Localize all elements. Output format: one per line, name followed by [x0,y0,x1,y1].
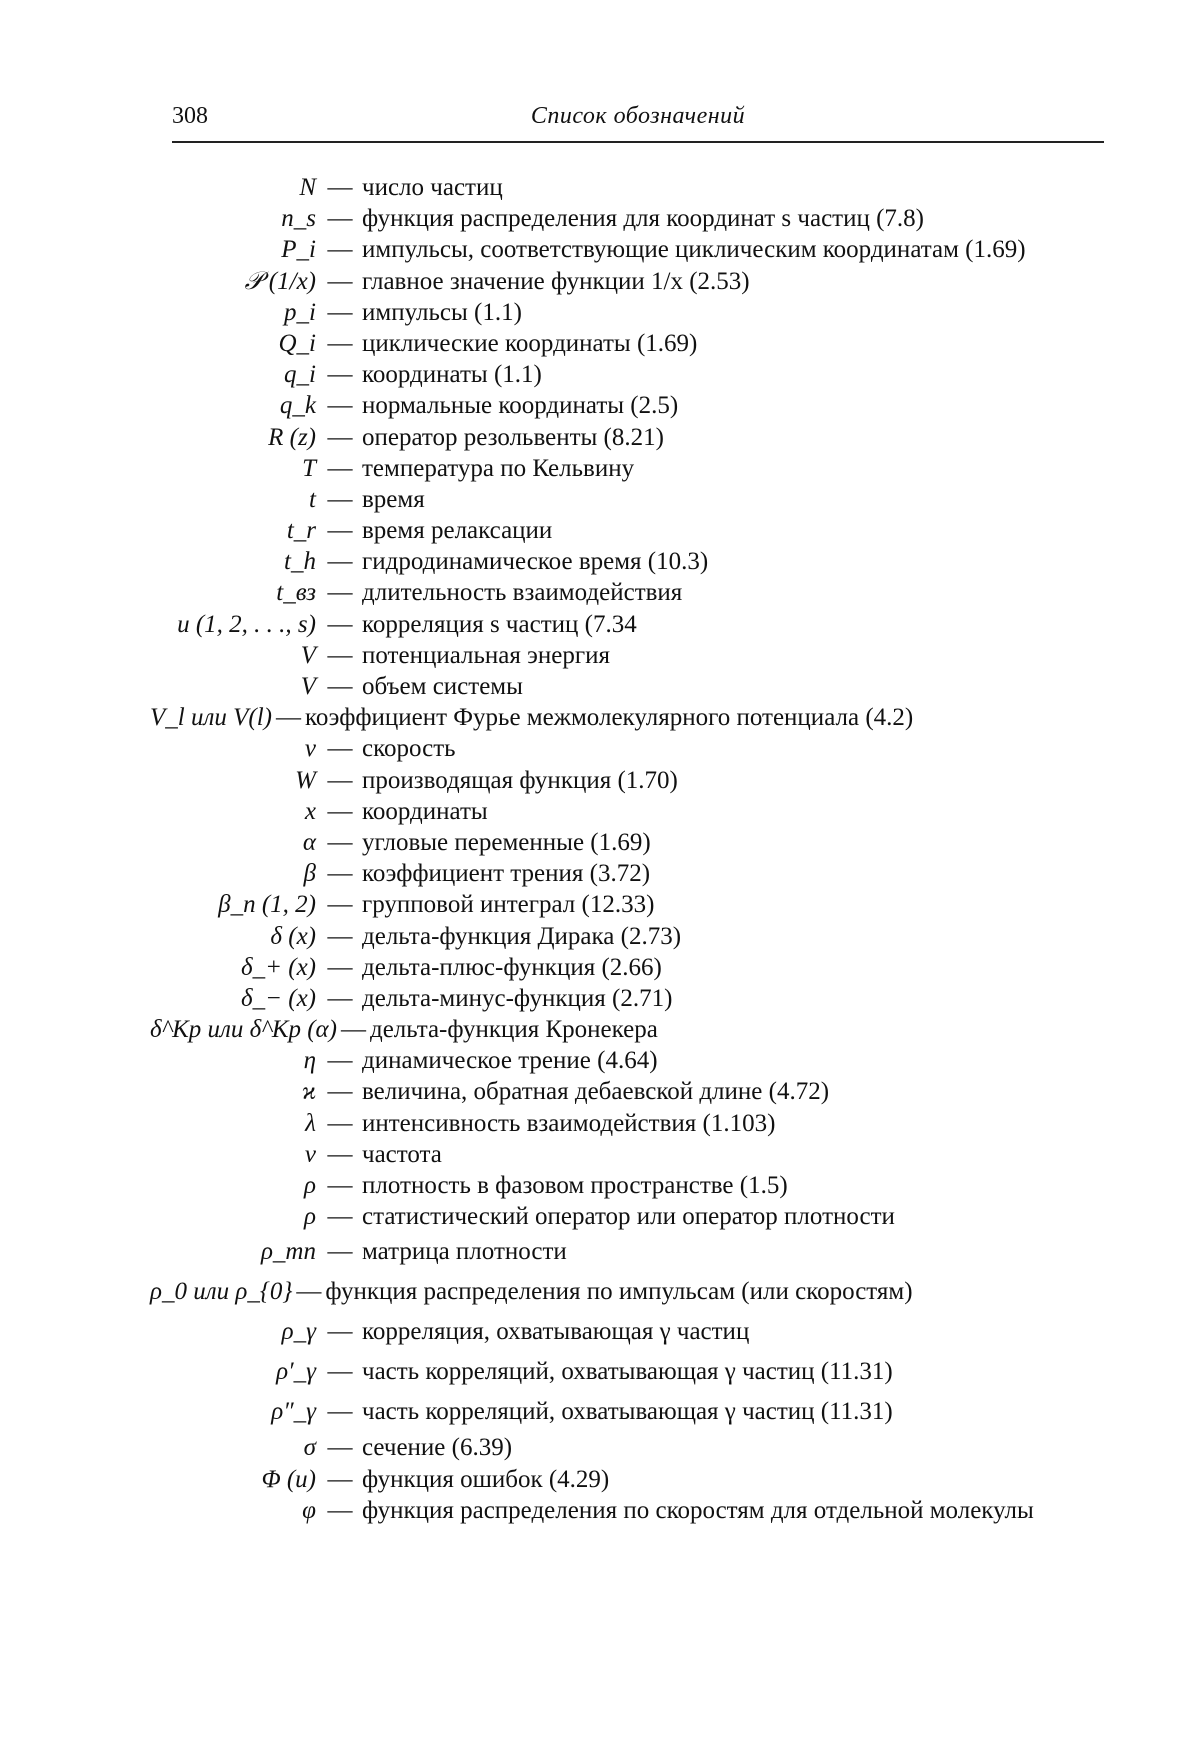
dash: — [327,236,353,264]
description: статистический оператор или оператор плотности [362,1203,895,1231]
dash: — [327,1238,353,1266]
dash: — [276,704,301,732]
list-item [150,390,1110,421]
description: объем системы [362,673,523,700]
list-item [150,546,1110,577]
symbol: N [299,174,316,201]
dash: — [327,579,353,607]
symbol: V [300,673,316,700]
list-item [150,1312,1110,1352]
description: оператор резольвенты (8.21) [362,423,664,451]
dash: — [327,361,353,389]
symbol: β_n (1, 2) [218,891,316,919]
list-item [150,577,1110,608]
description: скорость [362,735,456,763]
list-item [150,172,1110,203]
symbol: q_k [279,392,316,420]
description: циклические координаты (1.69) [362,329,698,357]
list-item [150,1392,1110,1432]
description: корреляция, охватывающая γ частиц [362,1318,750,1346]
symbol: t_r [286,517,316,545]
list-item [150,733,1110,764]
dash: — [327,267,353,295]
symbol: ρ″_γ [271,1398,316,1426]
description: интенсивность взаимодействия (1.103) [362,1109,776,1137]
symbol: n_s [281,205,316,233]
description: коэффициент Фурье межмолекулярного потенциала (4.2) [305,704,914,732]
symbol: δ (x) [270,922,316,950]
page-number: 308 [172,103,208,129]
description: сечение (6.39) [362,1434,513,1462]
dash: — [327,1496,353,1524]
symbol: δ^Кр или δ^Кр (α) [150,1016,337,1044]
description: функция распределения по импульсам (или скоростям) [325,1278,913,1306]
dash: — [327,1358,353,1386]
symbol: 𝒫 (1/x) [244,267,316,295]
dash: — [327,860,353,888]
symbol: ρ [304,1203,316,1231]
dash: — [327,174,353,201]
dash: — [327,828,353,856]
dash: — [327,922,353,950]
dash: — [340,1016,366,1044]
list-item [150,1352,1110,1392]
dash: — [327,1434,353,1462]
symbol: η [303,1047,316,1075]
description: функция распределения по скоростям для отдельной молекулы [362,1496,1034,1524]
list-item [150,1272,1110,1312]
symbol: ρ′_γ [276,1358,316,1386]
list-item [150,1076,1110,1107]
description: время релаксации [362,517,553,545]
symbol: ϰ [301,1078,316,1106]
description: длительность взаимодействия [362,579,683,607]
symbol: t [309,485,316,513]
description: дельта-функция Дирака (2.73) [362,922,682,950]
list-item [150,1014,1110,1045]
dash: — [327,1398,353,1426]
dash: — [327,891,353,919]
list-item [150,234,1110,265]
list-item [150,1170,1110,1201]
description: импульсы (1.1) [362,298,522,326]
description: время [362,485,425,513]
symbol: ν [304,1140,316,1168]
dash: — [327,517,353,545]
description: плотность в фазовом пространстве (1.5) [362,1172,788,1199]
list-item [150,702,1110,733]
list-item [150,952,1110,983]
dash: — [327,392,353,420]
dash: — [327,1140,353,1168]
dash: — [327,205,353,233]
list-item [150,1464,1110,1495]
symbol: ρ [304,1172,316,1199]
description: дельта-функция Кронекера [369,1016,658,1044]
dash: — [327,984,353,1012]
list-item [150,1139,1110,1170]
description: дельта-минус-функция (2.71) [362,984,673,1012]
dash: — [327,735,353,763]
dash: — [327,1172,353,1199]
list-item [150,203,1110,234]
description: функция ошибок (4.29) [362,1465,610,1493]
dash: — [327,1109,353,1137]
dash: — [327,953,353,981]
dash: — [327,548,353,576]
description: число частиц [362,174,503,201]
dash: — [327,766,353,794]
dash: — [327,797,353,825]
dash: — [327,1203,353,1231]
description: матрица плотности [362,1238,567,1266]
list-item [150,983,1110,1014]
symbol: x [304,797,316,825]
dash: — [327,298,353,326]
symbol: v [304,735,316,763]
symbol: W [295,766,316,794]
symbol: u (1, 2, . . ., s) [177,610,316,638]
symbol: φ [302,1496,316,1524]
dash: — [327,673,353,700]
description: частота [362,1140,442,1168]
list-item [150,671,1110,702]
list-item [150,889,1110,920]
list-item [150,1045,1110,1076]
dash: — [327,1465,353,1493]
list-item [150,328,1110,359]
list-item [150,484,1110,515]
symbol: T [302,454,316,482]
description: динамическое трение (4.64) [362,1047,658,1075]
description: нормальные координаты (2.5) [362,392,679,420]
list-item [150,515,1110,546]
list-item [150,266,1110,297]
description: температура по Кельвину [362,454,635,482]
symbol: β [303,860,316,888]
description: потенциальная энергия [362,641,610,669]
symbol: t_h [284,548,316,576]
symbol: ρ_γ [281,1318,316,1346]
symbol: q_i [284,361,316,389]
list-item [150,921,1110,952]
description: часть корреляций, охватывающая γ частиц (11.31) [362,1398,893,1426]
description: дельта-плюс-функция (2.66) [362,953,662,981]
description: корреляция s частиц (7.34 [362,610,637,638]
symbol: V [300,641,316,669]
description: коэффициент трения (3.72) [362,860,651,888]
list-item [150,1232,1110,1272]
symbol: Q_i [278,329,316,357]
symbol: δ_− (x) [241,984,316,1012]
dash: — [327,1047,353,1075]
symbol: p_i [284,298,316,326]
description: координаты (1.1) [362,361,542,389]
symbol: λ [305,1109,316,1137]
dash: — [327,1318,353,1346]
list-item [150,422,1110,453]
symbol: δ_+ (x) [241,953,316,981]
description: часть корреляций, охватывающая γ частиц (11.31) [362,1358,893,1386]
symbol: ρ_mn [260,1238,316,1266]
dash: — [327,641,353,669]
description: главное значение функции 1/x (2.53) [362,267,750,295]
page-header [172,103,1104,143]
symbol: σ [303,1434,316,1462]
dash: — [327,423,353,451]
dash: — [327,1078,353,1106]
list-item [150,297,1110,328]
symbol: R (z) [268,423,316,451]
list-item [150,796,1110,827]
symbol: V_l или V(l) [150,704,272,732]
list-item [150,609,1110,640]
dash: — [327,329,353,357]
description: угловые переменные (1.69) [362,828,651,856]
list-item [150,640,1110,671]
list-item [150,858,1110,889]
dash: — [327,454,353,482]
list-item [150,1495,1110,1526]
list-item [150,827,1110,858]
dash: — [327,610,353,638]
description: функция распределения для координат s частиц (7.8) [362,205,925,233]
list-item [150,1201,1110,1232]
description: производящая функция (1.70) [362,766,678,794]
symbol: P_i [281,236,316,264]
description: групповой интеграл (12.33) [362,891,655,919]
description: гидродинамическое время (10.3) [362,548,709,576]
list-item [150,453,1110,484]
description: импульсы, соответствующие циклическим координатам (1.69) [362,236,1026,264]
description: координаты [362,797,488,825]
symbol: α [302,828,316,856]
symbol-list [150,172,1110,1526]
list-item [150,1432,1110,1463]
description: величина, обратная дебаевской длине (4.72) [362,1078,830,1106]
running-title: Список обозначений [530,103,746,129]
list-item [150,359,1110,390]
list-item [150,765,1110,796]
dash: — [327,485,353,513]
symbol: Φ (u) [261,1465,316,1493]
dash: — [296,1278,322,1306]
symbol: t_вз [276,579,316,607]
list-item [150,1108,1110,1139]
symbol: ρ_0 или ρ_{0} [150,1278,293,1306]
